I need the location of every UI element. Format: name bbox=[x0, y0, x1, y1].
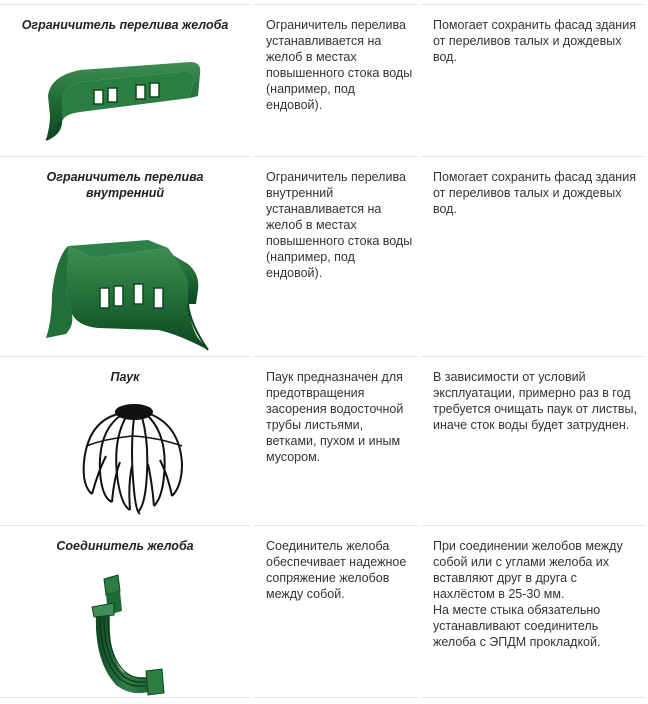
note-cell bbox=[433, 521, 638, 650]
divider bbox=[421, 697, 646, 698]
product-name-cell bbox=[0, 0, 250, 33]
note-cell bbox=[433, 352, 638, 433]
product-note: Помогает сохранить фасад здания от переливов талых и дождевых вод. bbox=[433, 170, 636, 216]
leaf-guard-spider-icon bbox=[78, 402, 190, 518]
description-cell bbox=[266, 152, 414, 281]
product-name-cell bbox=[0, 152, 250, 201]
product-note: Помогает сохранить фасад здания от переливов талых и дождевых вод. bbox=[433, 18, 636, 64]
note-cell bbox=[433, 0, 638, 65]
product-name: Паук bbox=[110, 370, 140, 384]
product-name-cell bbox=[0, 521, 250, 554]
product-name: Соединитель желоба bbox=[56, 539, 194, 553]
description-cell bbox=[266, 0, 414, 113]
product-name-cell bbox=[0, 352, 250, 385]
note-cell bbox=[433, 152, 638, 217]
product-description: Ограничитель перелива внутренний устанавливается на желоб в местах повышенного стока воды (например, под ендовой). bbox=[266, 170, 413, 280]
gutter-connector-icon bbox=[86, 571, 176, 701]
divider bbox=[254, 697, 417, 698]
product-description: Соединитель желоба обеспечивает надежное сопряжение желобов между собой. bbox=[266, 539, 407, 601]
description-cell bbox=[266, 521, 414, 602]
product-name: Ограничитель перелива внутренний bbox=[46, 170, 204, 200]
product-note: В зависимости от условий эксплуатации, примерно раз в год требуется очищать паук от листвы, иначе сток воды будет затруднен. bbox=[433, 370, 637, 432]
product-description: Ограничитель перелива устанавливается на желоб в местах повышенного стока воды (например, под ендовой). bbox=[266, 18, 413, 112]
product-description: Паук предназначен для предотвращения засорения водосточной трубы листьями, ветками, пухом и иным мусором. bbox=[266, 370, 404, 464]
table-row bbox=[0, 0, 648, 156]
divider bbox=[0, 697, 250, 698]
table-row bbox=[0, 352, 648, 526]
table-row bbox=[0, 152, 648, 357]
inner-overflow-limiter-icon bbox=[38, 234, 218, 354]
description-cell bbox=[266, 352, 414, 465]
gutter-overflow-limiter-icon bbox=[40, 56, 210, 142]
table-row bbox=[0, 521, 648, 701]
product-name: Ограничитель перелива желоба bbox=[21, 18, 229, 32]
product-note: При соединении желобов между собой или с углами желоба их вставляют друг в друга с нахлёстом в 25-30 мм. На месте стыка обязательно устанавливают соединитель желоба с ЭПДМ прокладкой. bbox=[433, 539, 623, 649]
